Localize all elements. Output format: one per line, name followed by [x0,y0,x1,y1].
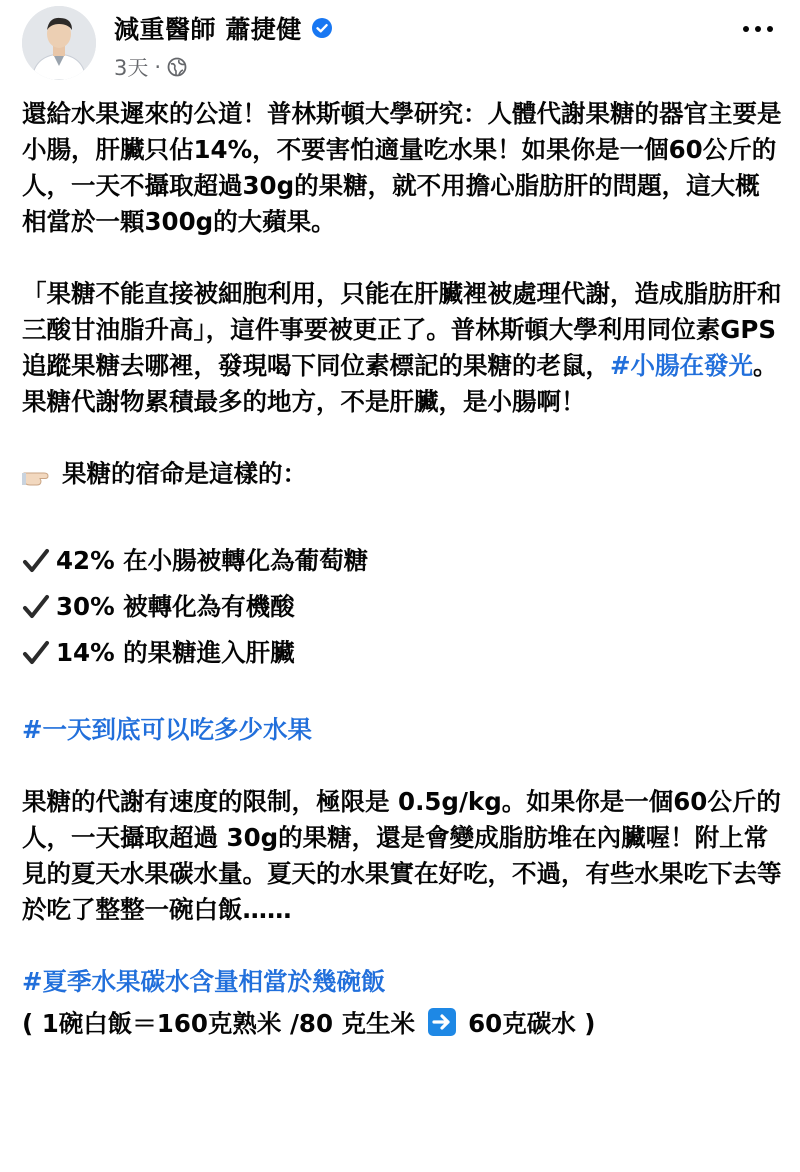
rice-equivalence [22,1006,782,1042]
check-item-text: 42% 在小腸被轉化為葡萄糖 [56,546,369,575]
hashtag-daily-fruit[interactable]: #一天到底可以吃多少水果 [22,715,313,744]
list-item [22,538,782,584]
fate-title [22,456,782,492]
more-options-icon[interactable] [734,14,782,44]
fate-title-text: 果糖的宿命是這樣的： [62,459,307,488]
list-item [22,584,782,630]
post-body [22,96,782,1042]
post-timestamp[interactable]: 3天 [114,56,149,80]
post-meta [114,52,187,82]
check-mark-icon [22,639,50,667]
post-header [0,0,800,92]
pointing-hand-icon [22,462,56,486]
paragraph-research-text-a: 「果糖不能直接被細胞利用，只能在肝臟裡被處理代謝，造成脂肪肝和三酸甘油脂升高」，這件事要被更正了。普林斯頓大學利用同位素GPS追蹤果糖去哪裡，發現喝下同位素標記的果糖的老鼠， [22,279,782,380]
paragraph-metabolism: 果糖的代謝有速度的限制，極限是 0.5g/kg。如果你是一個60公斤的人，一天攝取超過 30g的果糖，還是會變成脂肪堆在內臟喔！附上常見的夏天水果碳水量。夏天的水果實在好吃，不過，有些水果吃下去等於吃了整整一碗白飯…… [22,787,782,924]
rice-equivalence-text-b: 60克碳水 ) [468,1009,596,1038]
author-avatar[interactable] [22,6,96,80]
rice-equivalence-text-a: ( 1碗白飯＝160克熟米 /80 克生米 [22,1009,416,1038]
verified-badge-icon [311,17,333,39]
meta-separator: · [154,55,162,79]
paragraph-research [22,276,782,420]
check-item-text: 14% 的果糖進入肝臟 [56,638,295,667]
right-arrow-icon [428,1008,456,1036]
author-name[interactable]: 減重醫師 蕭捷健 [114,15,302,44]
paragraph-intro: 還給水果遲來的公道！普林斯頓大學研究：人體代謝果糖的器官主要是小腸，肝臟只佔14%，不要害怕適量吃水果！如果你是一個60公斤的人，一天不攝取超過30g的果糖，就不用擔心脂肪肝的問題，這大概相當於一顆300g的大蘋果。 [22,99,782,236]
avatar-image [22,6,96,80]
author-row [114,10,333,46]
check-mark-icon [22,593,50,621]
globe-icon[interactable] [167,57,187,77]
paragraph-research-text-b: 。果糖代謝物累積最多的地方，不是肝臟，是小腸啊！ [22,351,778,416]
check-mark-icon [22,547,50,575]
hashtag-summer-fruit[interactable]: #夏季水果碳水含量相當於幾碗飯 [22,967,386,996]
check-item-text: 30% 被轉化為有機酸 [56,592,295,621]
hashtag-small-intestine[interactable]: #小腸在發光 [610,351,754,380]
list-item [22,630,782,676]
